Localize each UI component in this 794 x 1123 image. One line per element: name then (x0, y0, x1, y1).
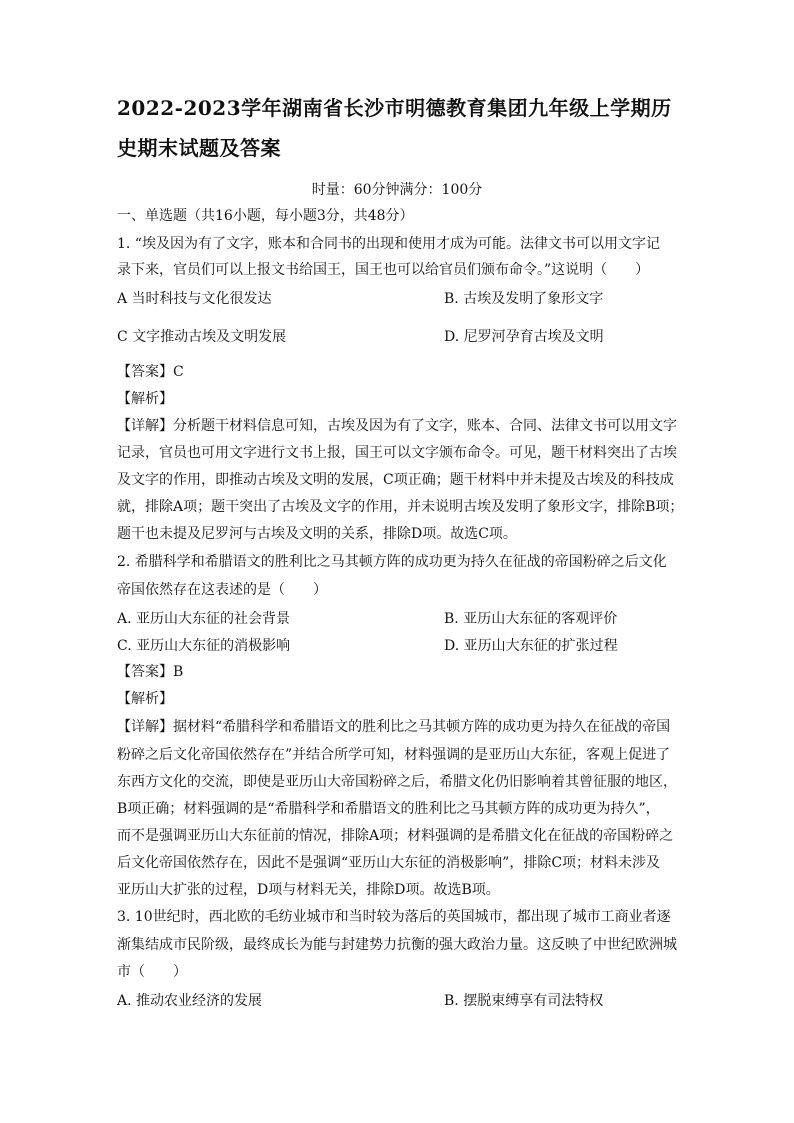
title-line-2: 史期末试题及答案 (117, 136, 281, 160)
q1-detail-line: 题干也未提及尼罗河与古埃及文明的关系，排除D项。故选C项。 (117, 526, 517, 542)
q3-stem-line: 渐集结成市民阶级，最终成长为能与封建势力抗衡的强大政治力量。这反映了中世纪欧洲城 (117, 937, 677, 953)
q2-detail-line: 亚历山大扩张的过程，D项与材料无关，排除D项。故选B项。 (117, 882, 500, 898)
q1-detail-line: 【详解】分析题干材料信息可知，古埃及因为有了文字，账本、合同、法律文书可以用文字 (117, 418, 677, 434)
q2-detail-line: 【详解】据材料“希腊科学和希腊语文的胜利比之马其顿方阵的成功更为持久在征战的帝国 (117, 719, 671, 735)
q1-detail-line: 记录，官员也可用文字进行文书上报，国王可以文字颁布命令。可见，题干材料突出了古埃 (117, 445, 677, 461)
q2-option-d: D. 亚历山大东征的扩张过程 (444, 638, 618, 654)
exam-meta: 时量：60分钟满分：100分 (311, 182, 483, 198)
q2-detail-line: 后文化帝国依然存在，因此不是强调“亚历山大东征的消极影响”，排除C项；材料未涉及 (117, 855, 661, 871)
q2-stem-line: 帝国依然存在这表述的是（ ） (117, 582, 327, 598)
q2-detail-line: B项正确；材料强调的是“希腊科学和希腊语文的胜利比之马其顿方阵的成功更为持久”， (117, 801, 660, 817)
q1-detail-line: 及文字的作用，即推动古埃及文明的发展，C项正确；题干材料中并未提及古埃及的科技成 (117, 472, 674, 488)
section-heading: 一、单选题（共16小题，每小题3分，共48分） (117, 208, 414, 224)
title-line-1: 2022-2023学年湖南省长沙市明德教育集团九年级上学期历 (117, 96, 672, 120)
q2-detail-line: 东西方文化的交流，即使是亚历山大帝国粉碎之后，希腊文化仍旧影响着其曾征服的地区， (117, 774, 677, 790)
q2-detail-line: 粉碎之后文化帝国依然存在”并结合所学可知，材料强调的是亚历山大东征，客观上促进了 (117, 747, 671, 763)
q2-analysis-label: 【解析】 (117, 691, 173, 707)
document-title (117, 88, 687, 168)
q1-option-b: B. 古埃及发明了象形文字 (444, 291, 604, 307)
q3-stem-line: 3. 10世纪时，西北欧的毛纺业城市和当时较为落后的英国城市，都出现了城市工商业者逐 (117, 909, 671, 925)
q2-option-a: A. 亚历山大东征的社会背景 (117, 611, 291, 627)
q3-stem-line: 市（ ） (117, 964, 187, 980)
q2-answer: 【答案】B (117, 664, 184, 680)
q2-stem-line: 2. 希腊科学和希腊语文的胜利比之马其顿方阵的成功更为持久在征战的帝国粉碎之后文化 (117, 554, 667, 570)
q1-stem-line: 1. “埃及因为有了文字，账本和合同书的出现和使用才成为可能。法律文书可以用文字记 (117, 236, 660, 252)
q1-analysis-label: 【解析】 (117, 391, 173, 407)
q1-option-d: D. 尼罗河孕育古埃及文明 (444, 329, 604, 345)
q1-stem-line: 录下来，官员们可以上报文书给国王，国王也可以给官员们颁布命令。”这说明（ ） (117, 262, 650, 278)
q1-detail-line: 就，排除A项；题干突出了古埃及文字的作用，并未说明古埃及发明了象形文字，排除B项； (117, 499, 684, 515)
q2-detail-line: 而不是强调亚历山大东征前的情况，排除A项；材料强调的是希腊文化在征战的帝国粉碎之 (117, 828, 674, 844)
q1-answer: 【答案】C (117, 364, 184, 380)
q2-option-b: B. 亚历山大东征的客观评价 (444, 611, 618, 627)
q2-option-c: C. 亚历山大东征的消极影响 (117, 638, 291, 654)
q3-option-a: A. 推动农业经济的发展 (117, 993, 263, 1009)
q1-option-a: A 当时科技与文化很发达 (117, 291, 272, 307)
q3-option-b: B. 摆脱束缚享有司法特权 (444, 993, 604, 1009)
q1-option-c: C 文字推动古埃及文明发展 (117, 329, 287, 345)
